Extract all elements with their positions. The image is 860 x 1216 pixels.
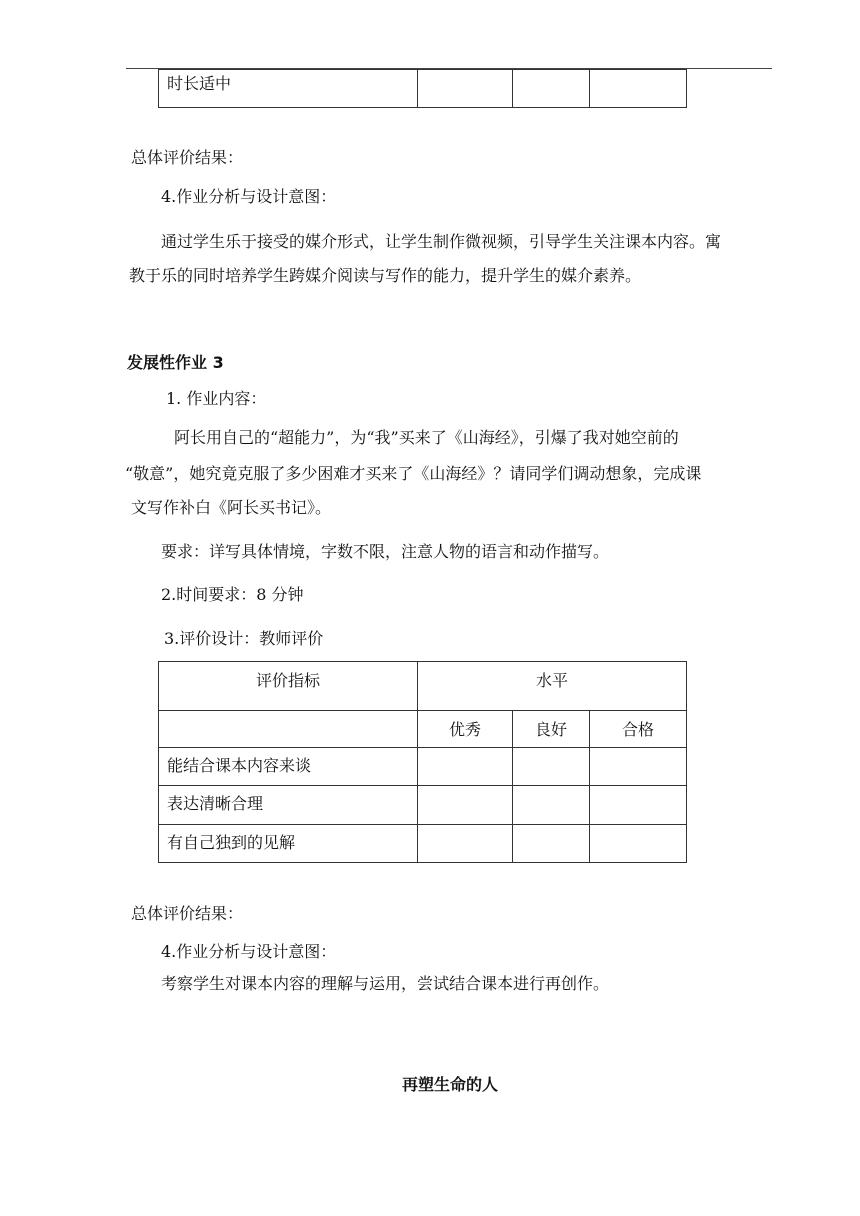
top-evaluation-table xyxy=(158,69,687,108)
level-good: 良好 xyxy=(513,711,590,748)
table-cell xyxy=(418,748,513,786)
table-cell xyxy=(590,825,687,863)
table-cell xyxy=(590,786,687,825)
level-excellent: 优秀 xyxy=(418,711,513,748)
table-cell xyxy=(513,825,590,863)
content-paragraph-line: “敬意”，她究竟克服了多少困难才买来了《山海经》？请同学们调动想象，完成课 xyxy=(125,464,702,483)
table-cell xyxy=(513,70,590,108)
row-indicator: 能结合课本内容来谈 xyxy=(159,748,418,786)
row-indicator: 表达清晰合理 xyxy=(159,786,418,825)
analysis-paragraph-line: 通过学生乐于接受的媒介形式，让学生制作微视频，引导学生关注课本内容。寓 xyxy=(161,232,722,251)
content-paragraph-line: 文写作补白《阿长买书记》。 xyxy=(131,498,332,517)
analysis-paragraph-line: 教于乐的同时培养学生跨媒介阅读与写作的能力，提升学生的媒介素养。 xyxy=(129,266,642,285)
table-cell xyxy=(590,748,687,786)
header-level: 水平 xyxy=(418,662,687,711)
table-row xyxy=(159,786,687,825)
level-pass: 合格 xyxy=(590,711,687,748)
section-title: 发展性作业 3 xyxy=(127,353,224,372)
evaluation-table xyxy=(158,661,687,863)
row-indicator: 有自己独到的见解 xyxy=(159,825,418,863)
header-indicator: 评价指标 xyxy=(159,662,418,711)
time-requirement: 2.时间要求：8 分钟 xyxy=(161,585,304,604)
analysis-heading: 4.作业分析与设计意图： xyxy=(161,187,337,206)
table-cell xyxy=(159,70,418,108)
table-cell xyxy=(590,70,687,108)
content-heading: 1. 作业内容： xyxy=(166,389,267,408)
row-label: 时长适中 xyxy=(167,74,232,93)
table-row xyxy=(159,825,687,863)
overall-result-label: 总体评价结果： xyxy=(131,904,244,923)
table-cell xyxy=(418,70,513,108)
overall-result-label: 总体评价结果： xyxy=(131,148,244,167)
table-cell xyxy=(513,748,590,786)
analysis-paragraph-line: 考察学生对课本内容的理解与运用，尝试结合课本进行再创作。 xyxy=(161,974,610,993)
table-cell xyxy=(418,825,513,863)
requirement-text: 要求：详写具体情境，字数不限，注意人物的语言和动作描写。 xyxy=(161,542,610,561)
table-row xyxy=(159,711,687,748)
content-paragraph-line: 阿长用自己的“超能力”，为“我”买来了《山海经》，引爆了我对她空前的 xyxy=(174,428,679,447)
table-cell xyxy=(513,786,590,825)
table-row xyxy=(159,662,687,711)
next-section-title: 再塑生命的人 xyxy=(401,1075,498,1094)
table-row xyxy=(159,748,687,786)
table-cell xyxy=(159,711,418,748)
evaluation-design: 3.评价设计：教师评价 xyxy=(164,629,324,648)
analysis-heading: 4.作业分析与设计意图： xyxy=(161,942,337,961)
table-cell xyxy=(418,786,513,825)
